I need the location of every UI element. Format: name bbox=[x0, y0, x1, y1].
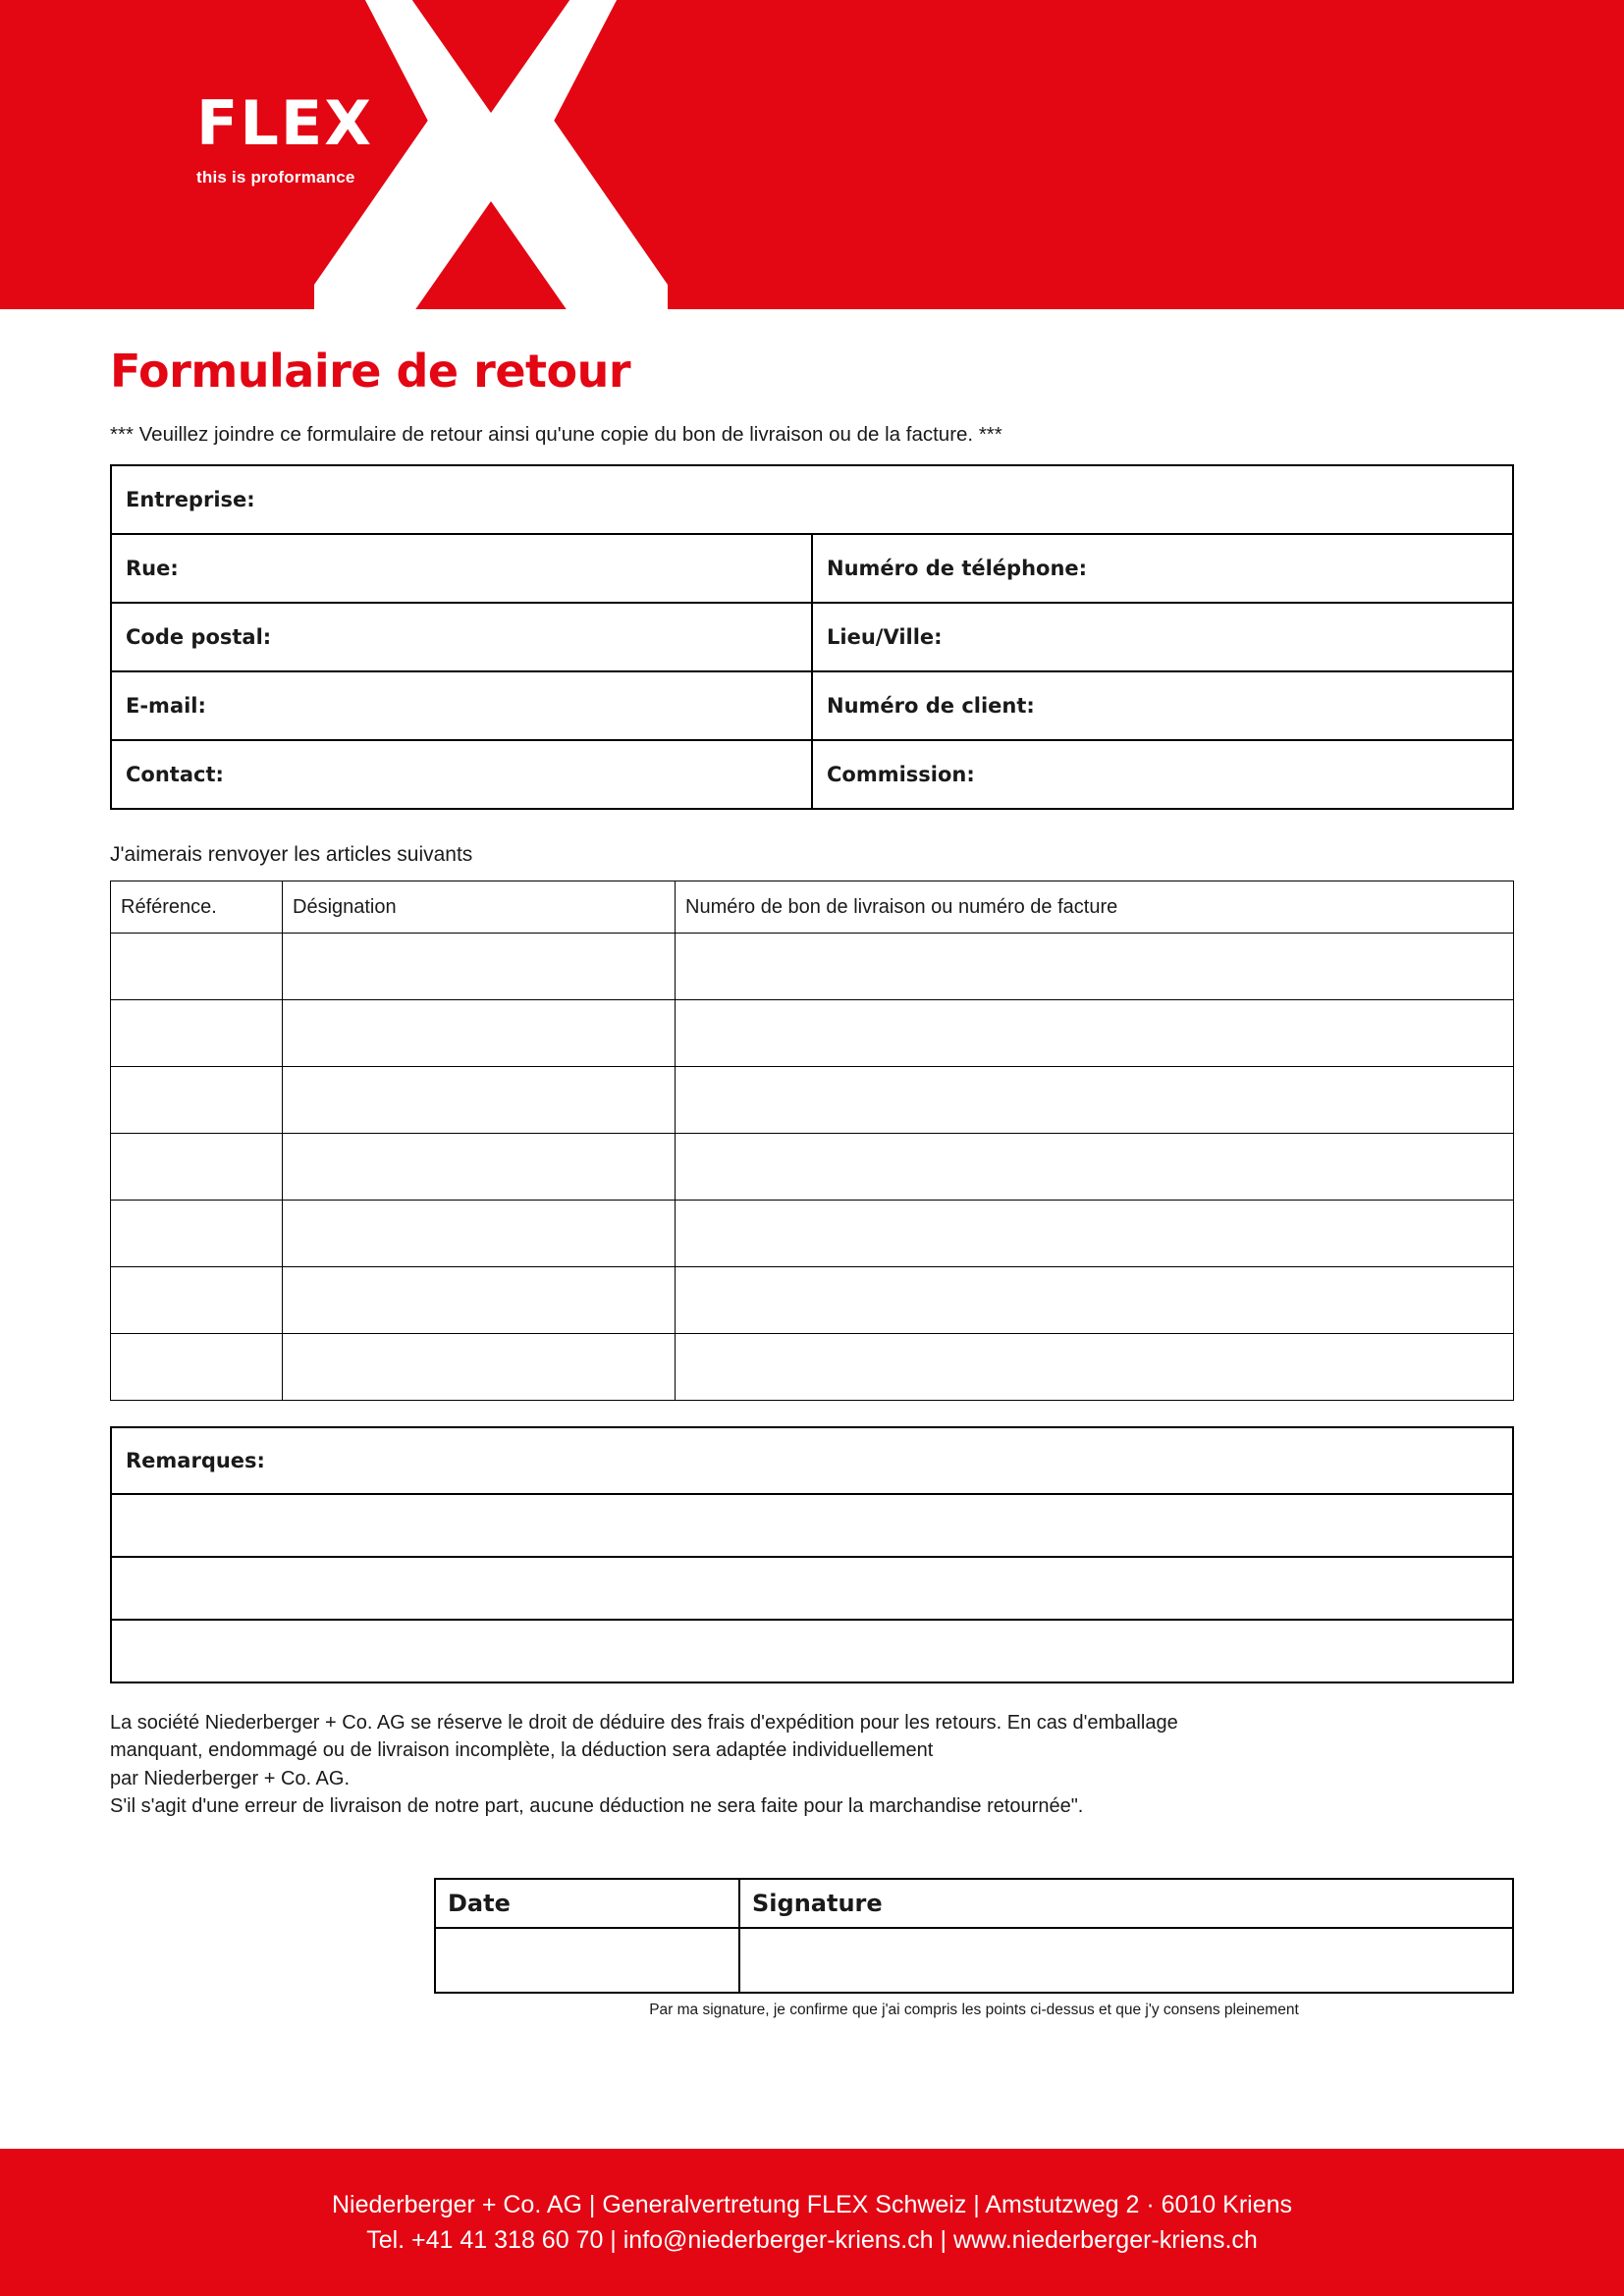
legal-text bbox=[110, 1709, 1514, 1821]
remarks-header-cell bbox=[111, 1427, 1513, 1494]
cell-document-number[interactable] bbox=[676, 1334, 1514, 1401]
column-header-reference: Référence. bbox=[111, 881, 283, 934]
field-label-code-postal: Code postal: bbox=[126, 625, 272, 649]
cell-reference[interactable] bbox=[111, 1134, 283, 1201]
field-label-entreprise: Entreprise: bbox=[126, 488, 255, 511]
table-row bbox=[111, 934, 1514, 1000]
remarks-label: Remarques: bbox=[126, 1449, 265, 1472]
table-row bbox=[111, 1494, 1513, 1557]
field-numero-client[interactable] bbox=[812, 671, 1513, 740]
cell-document-number[interactable] bbox=[676, 1000, 1514, 1067]
cell-document-number[interactable] bbox=[676, 1134, 1514, 1201]
cell-reference[interactable] bbox=[111, 1067, 283, 1134]
footer-line-1: Niederberger + Co. AG | Generalvertretung FLEX Schweiz | Amstutzweg 2 · 6010 Kriens bbox=[331, 2190, 1293, 2218]
remarks-line-3[interactable] bbox=[111, 1620, 1513, 1682]
flex-logo-word: FLEX bbox=[196, 87, 374, 159]
legal-line-3: par Niederberger + Co. AG. bbox=[110, 1767, 351, 1789]
cell-reference[interactable] bbox=[111, 934, 283, 1000]
items-subheading: J'aimerais renvoyer les articles suivants bbox=[110, 843, 473, 866]
field-commission[interactable] bbox=[812, 740, 1513, 809]
cell-designation[interactable] bbox=[283, 1334, 676, 1401]
field-telephone[interactable] bbox=[812, 534, 1513, 603]
table-row bbox=[111, 1000, 1514, 1067]
field-email[interactable] bbox=[111, 671, 812, 740]
field-label-contact: Contact: bbox=[126, 763, 224, 786]
page-title: Formulaire de retour bbox=[110, 345, 631, 398]
cell-reference[interactable] bbox=[111, 1267, 283, 1334]
signature-header-row bbox=[435, 1879, 1513, 1928]
table-row bbox=[111, 740, 1513, 809]
table-row bbox=[111, 1134, 1514, 1201]
field-contact[interactable] bbox=[111, 740, 812, 809]
cell-reference[interactable] bbox=[111, 1000, 283, 1067]
flex-logo bbox=[196, 87, 374, 187]
legal-line-4: S'il s'agit d'une erreur de livraison de notre part, aucune déduction ne sera faite pour la marchandise retournée". bbox=[110, 1795, 1084, 1818]
remarks-line-2[interactable] bbox=[111, 1557, 1513, 1620]
field-lieu-ville[interactable] bbox=[812, 603, 1513, 671]
signature-field[interactable] bbox=[739, 1928, 1513, 1993]
table-row bbox=[111, 1201, 1514, 1267]
page-footer bbox=[0, 2149, 1624, 2296]
date-field[interactable] bbox=[435, 1928, 739, 1993]
customer-details-table bbox=[110, 464, 1514, 810]
cell-designation[interactable] bbox=[283, 1000, 676, 1067]
cell-designation[interactable] bbox=[283, 1134, 676, 1201]
table-row bbox=[111, 465, 1513, 534]
cell-document-number[interactable] bbox=[676, 1201, 1514, 1267]
legal-line-1: La société Niederberger + Co. AG se réserve le droit de déduire des frais d'expédition pour les retours. En cas d'emballage bbox=[110, 1712, 1178, 1734]
flex-logo-tagline: this is proformance bbox=[196, 168, 355, 187]
cell-document-number[interactable] bbox=[676, 934, 1514, 1000]
table-row bbox=[111, 671, 1513, 740]
cell-designation[interactable] bbox=[283, 934, 676, 1000]
signature-section bbox=[434, 1878, 1514, 2019]
table-row bbox=[111, 1067, 1514, 1134]
table-row bbox=[111, 1267, 1514, 1334]
column-header-document-number: Numéro de bon de livraison ou numéro de facture bbox=[676, 881, 1514, 934]
remarks-table bbox=[110, 1426, 1514, 1683]
cell-reference[interactable] bbox=[111, 1334, 283, 1401]
field-label-email: E-mail: bbox=[126, 694, 206, 718]
date-label: Date bbox=[435, 1879, 739, 1928]
legal-line-2: manquant, endommagé ou de livraison incomplète, la déduction sera adaptée individuellement bbox=[110, 1739, 934, 1762]
field-label-numero-client: Numéro de client: bbox=[827, 694, 1035, 718]
signature-label: Signature bbox=[739, 1879, 1513, 1928]
signature-consent-note: Par ma signature, je confirme que j'ai compris les points ci-dessus et que j'y consens pleinement bbox=[649, 2001, 1299, 2018]
page-header bbox=[0, 0, 1624, 309]
table-row bbox=[111, 1334, 1514, 1401]
form-notice: *** Veuillez joindre ce formulaire de retour ainsi qu'une copie du bon de livraison ou de la facture. *** bbox=[110, 423, 1002, 446]
table-row bbox=[111, 534, 1513, 603]
signature-table bbox=[434, 1878, 1514, 1994]
cell-designation[interactable] bbox=[283, 1267, 676, 1334]
table-row bbox=[111, 1620, 1513, 1682]
column-header-designation: Désignation bbox=[283, 881, 676, 934]
cell-reference[interactable] bbox=[111, 1201, 283, 1267]
field-label-commission: Commission: bbox=[827, 763, 975, 786]
signature-input-row bbox=[435, 1928, 1513, 1993]
table-row bbox=[111, 603, 1513, 671]
cell-designation[interactable] bbox=[283, 1067, 676, 1134]
field-label-rue: Rue: bbox=[126, 557, 179, 580]
field-label-lieu-ville: Lieu/Ville: bbox=[827, 625, 943, 649]
items-table bbox=[110, 881, 1514, 1401]
items-table-header-row bbox=[111, 881, 1514, 934]
cell-designation[interactable] bbox=[283, 1201, 676, 1267]
field-label-telephone: Numéro de téléphone: bbox=[827, 557, 1088, 580]
cell-document-number[interactable] bbox=[676, 1267, 1514, 1334]
footer-line-2: Tel. +41 41 318 60 70 | info@niederberger-kriens.ch | www.niederberger-kriens.ch bbox=[366, 2226, 1258, 2254]
cell-document-number[interactable] bbox=[676, 1067, 1514, 1134]
remarks-line-1[interactable] bbox=[111, 1494, 1513, 1557]
page-body bbox=[0, 345, 1624, 2019]
field-rue[interactable] bbox=[111, 534, 812, 603]
field-entreprise[interactable] bbox=[111, 465, 1513, 534]
field-code-postal[interactable] bbox=[111, 603, 812, 671]
table-row bbox=[111, 1557, 1513, 1620]
table-row bbox=[111, 1427, 1513, 1494]
